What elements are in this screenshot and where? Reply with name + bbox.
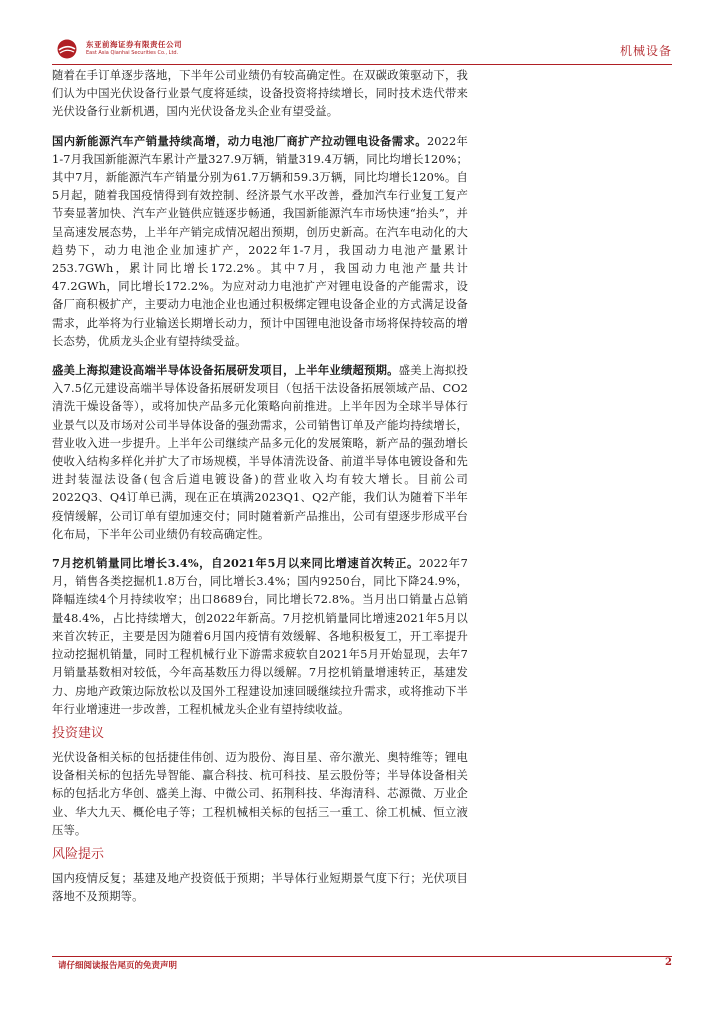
paragraph-text: 随着在手订单逐步落地，下半年公司业绩仍有较高确定性。在双碳政策驱动下，我们认为中国光伏设备行业景气度将延续，设备投资将持续增长，同时技术迭代带来光伏设备行业新机遇，国内光伏设备龙头企业有望受益。 xyxy=(52,69,468,119)
risk-text: 国内疫情反复；基建及地产投资低于预期；半导体行业短期景气度下行；光伏项目落地不及预期等。 xyxy=(52,871,468,904)
header-divider xyxy=(52,64,672,65)
paragraph-photovoltaic xyxy=(52,66,468,122)
footer-divider xyxy=(52,956,672,957)
brand-name-en: East Asia Qianhai Securities Co., Ltd. xyxy=(86,50,179,56)
paragraph-text: 盛美上海拟投入7.5亿元建设高端半导体设备拓展研发项目（包括干法设备拓展领域产品、CO2清洗干燥设备等），或将加快产品多元化策略向前推进。上半年因为全球半导体行业景气以及市场对公司半导体设备的强劲需求，公司销售订单及产能均持续增长，营业收入进一步提升。上半年公司继续产品多元化的发展策略，新产品的强劲增长使收入结构多样化并扩大了市场规模，半导体清洗设备、前道半导体电镀设备和先进封装湿法设备(包含后道电镀设备)的营业收入均有较大增长。目前公司2022Q3、Q4订单已满，现在正在填满2023Q1、Q2产能，我们认为随着下半年疫情缓解，公司订单有望加速交付；同时随着新产品推出，公司有望逐步形成平台化布局，下半年公司业绩仍有较高确定性。 xyxy=(52,364,468,541)
disclaimer-note: 请仔细阅读报告尾页的免责声明 xyxy=(58,961,178,971)
report-body xyxy=(52,66,468,906)
section-tag: 机械设备 xyxy=(619,44,672,58)
paragraph-excavator xyxy=(52,554,468,719)
brand-name-cn: 东亚前海证券有限责任公司 xyxy=(86,40,182,49)
paragraph-semiconductor xyxy=(52,361,468,544)
company-logo-icon xyxy=(56,38,78,60)
risk-heading: 风险提示 xyxy=(52,846,105,862)
investment-text: 光伏设备相关标的包括捷佳伟创、迈为股份、海目星、帝尔激光、奥特维等；锂电设备相关标的包括先导智能、赢合科技、杭可科技、星云股份等；半导体设备相关标的包括北方华创、盛美上海、中微公司、拓荆科技、华海清科、芯源微、万业企业、华大九天、概伦电子等；工程机械相关标的包括三一重工、徐工机械、恒立液压等。 xyxy=(52,750,468,837)
investment-heading: 投资建议 xyxy=(52,725,105,741)
paragraph-lead: 7月挖机销量同比增长3.4%，自2021年5月以来同比增速首次转正。 xyxy=(52,556,419,571)
page-number: 2 xyxy=(665,957,672,968)
paragraph-text: 2022年7月，销售各类挖掘机1.8万台，同比增长3.4%；国内9250台，同比下降24.9%，降幅连续4个月持续收窄；出口8689台，同比增长72.8%。当月出口销量占总销量48.4%，占比持续增大，创2022年新高。7月挖机销量同比增速2021年5月以来首次转正，主要是因为随着6月国内疫情有效缓解、各地积极复工，开工率提升拉动挖掘机销量，同时工程机械行业下游需求疲软自2021年5月开始显现，去年7月销量基数相对较低，今年高基数压力得以缓解。7月挖机销量增速转正，基建发力、房地产政策边际放松以及国外工程建设加速回暖继续拉升需求，或将推动下半年行业增速进一步改善，工程机械龙头企业有望持续收益。 xyxy=(52,557,468,716)
page-header xyxy=(52,36,692,62)
paragraph-lead: 盛美上海拟建设高端半导体设备拓展研发项目，上半年业绩超预期。 xyxy=(52,363,399,378)
paragraph-text: 2022年1-7月我国新能源汽车累计产量327.9万辆，销量319.4万辆，同比均增长120%；其中7月，新能源汽车产销量分别为61.7万辆和59.3万辆，同比均增长120%。自5月起，随着我国疫情得到有效控制、经济景气水平改善，叠加汽车行业复工复产节奏显著加快、汽车产业链供应链逐步畅通，我国新能源汽车市场快速“抬头”，并呈高速发展态势，上半年产销完成情况超出预期，创历史新高。在汽车电动化的大趋势下，动力电池企业加速扩产，2022年1-7月，我国动力电池产量累计253.7GWh，累计同比增长172.2%。其中7月，我国动力电池产量共计47.2GWh，同比增长172.2%。为应对动力电池扩产对锂电设备的产能需求，设备厂商积极扩产，主要动力电池企业也通过积极绑定锂电设备企业的方式满足设备需求，此举将为行业输送长期增长动力，预计中国锂电池设备市场将保持较高的增长态势，优质龙头企业有望持续受益。 xyxy=(52,134,469,348)
paragraph-lead: 国内新能源汽车产销量持续高增，动力电池厂商扩产拉动锂电设备需求。 xyxy=(52,133,427,148)
paragraph-lithium xyxy=(52,132,468,351)
